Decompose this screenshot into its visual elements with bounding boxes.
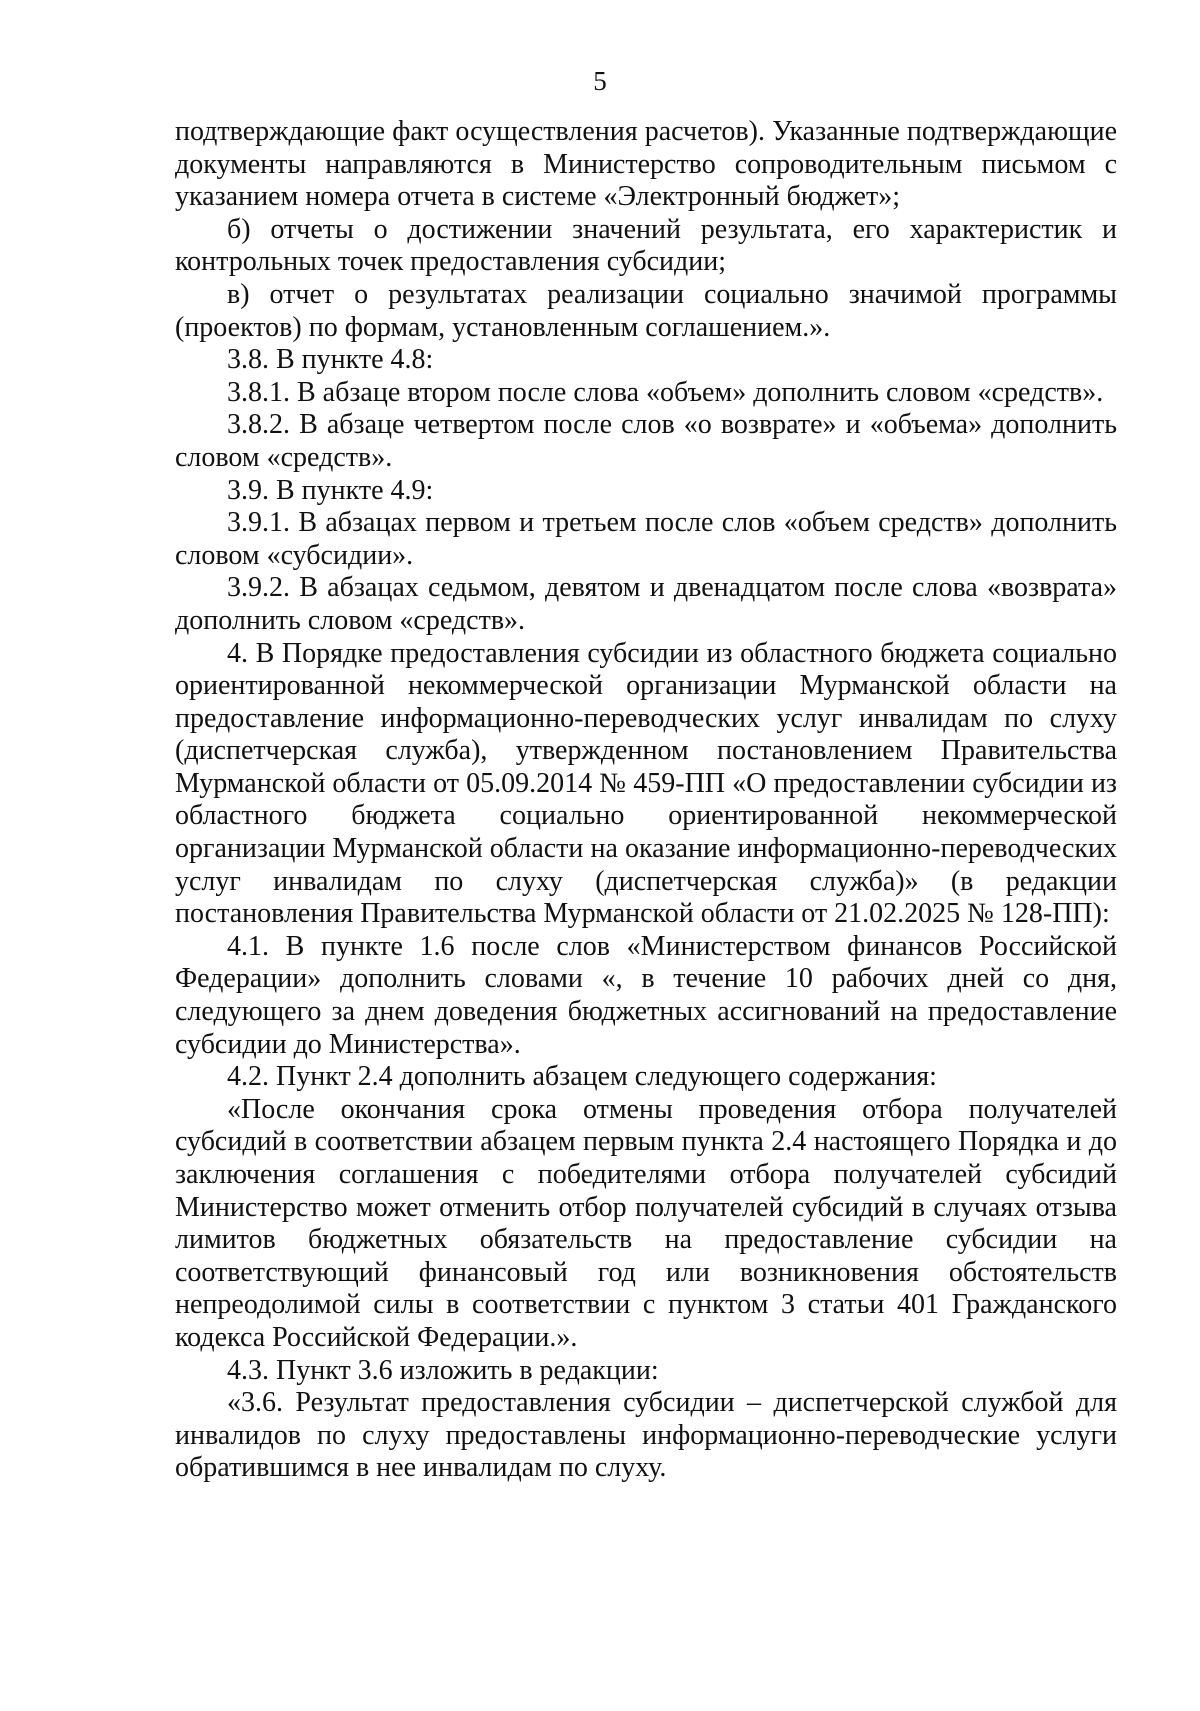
paragraph: 4. В Порядке предоставления субсидии из областного бюджета социально ориентированной некоммерческой организации Мурманской области на предоставление информационно-переводческих услуг инвалидам по слуху (диспетчерская служба), утвержденном постановлением Правительства Мурманской области от 05.09.2014 № 459-ПП «О предоставлении субсидии из областного бюджета социально ориентированной некоммерческой организации Мурманской области на оказание информационно-переводческих услуг инвалидам по слуху (диспетчерская служба)» (в редакции постановления Правительства Мурманской области от 21.02.2025 № 128-ПП): [175,637,1117,930]
paragraph: б) отчеты о достижении значений результата, его характеристик и контрольных точек предоставления субсидии; [175,213,1117,278]
paragraph: 3.8. В пункте 4.8: [227,344,434,376]
paragraph: подтверждающие факт осуществления расчетов). Указанные подтверждающие документы направляются в Министерство сопроводительным письмом с указанием номера отчета в системе «Электронный бюджет»; [175,116,1117,213]
paragraph: в) отчет о результатах реализации социально значимой программы (проектов) по формам, установленным соглашением.». [175,278,1117,343]
paragraph: «После окончания срока отмены проведения отбора получателей субсидий в соответствии абзацем первым пункта 2.4 настоящего Порядка и до заключения соглашения с победителями отбора получателей субсидий Министерство может отменить отбор получателей субсидий в случаях отзыва лимитов бюджетных обязательств на предоставление субсидии на соответствующий финансовый год или возникновения обстоятельств непреодолимой силы в соответствии с пунктом 3 статьи 401 Гражданского кодекса Российской Федерации.». [175,1093,1117,1353]
paragraph: 3.8.2. В абзаце четвертом после слов «о возврате» и «объема» дополнить словом «средств». [175,409,1117,473]
paragraph: «3.6. Результат предоставления субсидии – диспетчерской службой для инвалидов по слуху предоставлены информационно-переводческие услуги обратившимся в нее инвалидам по слуху. [175,1387,1117,1484]
paragraph: 3.9.2. В абзацах седьмом, девятом и двенадцатом после слова «возврата» дополнить словом «средств». [175,572,1117,636]
page-number: 5 [593,66,607,96]
paragraph: 4.3. Пункт 3.6 изложить в редакции: [227,1354,659,1386]
paragraph: 4.2. Пункт 2.4 дополнить абзацем следующего содержания: [227,1061,937,1093]
paragraph: 3.9. В пункте 4.9: [227,474,434,506]
document-body [175,116,1117,1485]
paragraph: 3.8.1. В абзаце втором после слова «объем» дополнить словом «средств». [227,376,1104,408]
paragraph: 4.1. В пункте 1.6 после слов «Министерством финансов Российской Федерации» дополнить словами «, в течение 10 рабочих дней со дня, следующего за днем доведения бюджетных ассигнований на предоставление субсидии до Министерства». [175,930,1117,1060]
paragraph: 3.9.1. В абзацах первом и третьем после слов «объем средств» дополнить словом «субсидии». [175,507,1117,571]
